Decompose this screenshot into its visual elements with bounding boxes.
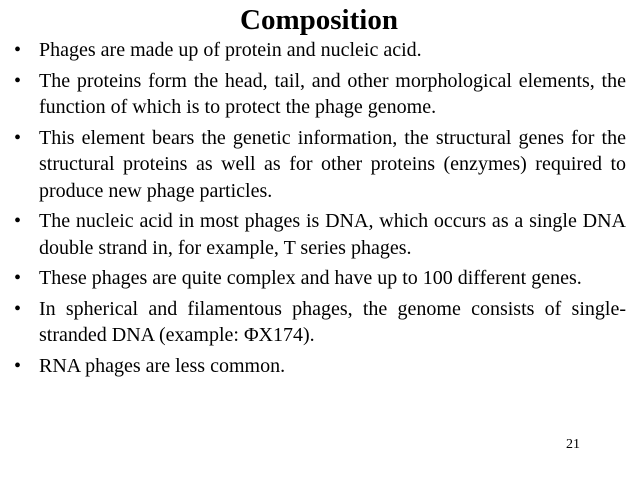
slide-title: Composition [240, 4, 398, 36]
page-number: 21 [566, 437, 580, 452]
bullet-text: This element bears the genetic information, the structural genes for the structural proteins as well as for other proteins (enzymes) required to produce new phage particles. [39, 126, 626, 202]
bullet-text: The proteins form the head, tail, and other morphological elements, the function of which is to protect the phage genome. [39, 69, 626, 118]
bullet-marker: • [14, 39, 22, 61]
bullet-item [0, 353, 638, 380]
bullet-marker: • [14, 69, 22, 92]
bullet-item [0, 125, 638, 205]
bullet-text: The nucleic acid in most phages is DNA, which occurs as a single DNA double strand in, for example, T series phages. [39, 210, 626, 259]
bullet-item [0, 37, 638, 64]
bullet-item [0, 208, 638, 261]
bullet-text: Phages are made up of protein and nucleic acid. [39, 39, 422, 61]
bullet-marker: • [14, 210, 22, 232]
bullet-marker: • [14, 267, 22, 289]
bullet-item [0, 265, 638, 292]
bullet-text: These phages are quite complex and have up to 100 different genes. [39, 267, 582, 289]
bullet-item [0, 68, 638, 121]
bullet-item [0, 296, 638, 349]
bullet-list [0, 37, 638, 383]
bullet-text: RNA phages are less common. [39, 354, 286, 377]
bullet-marker: • [14, 126, 22, 149]
bullet-text: In spherical and filamentous phages, the genome consists of single-stranded DNA (example: ΦX174). [39, 297, 626, 346]
bullet-marker: • [14, 297, 22, 320]
bullet-marker: • [14, 354, 22, 377]
